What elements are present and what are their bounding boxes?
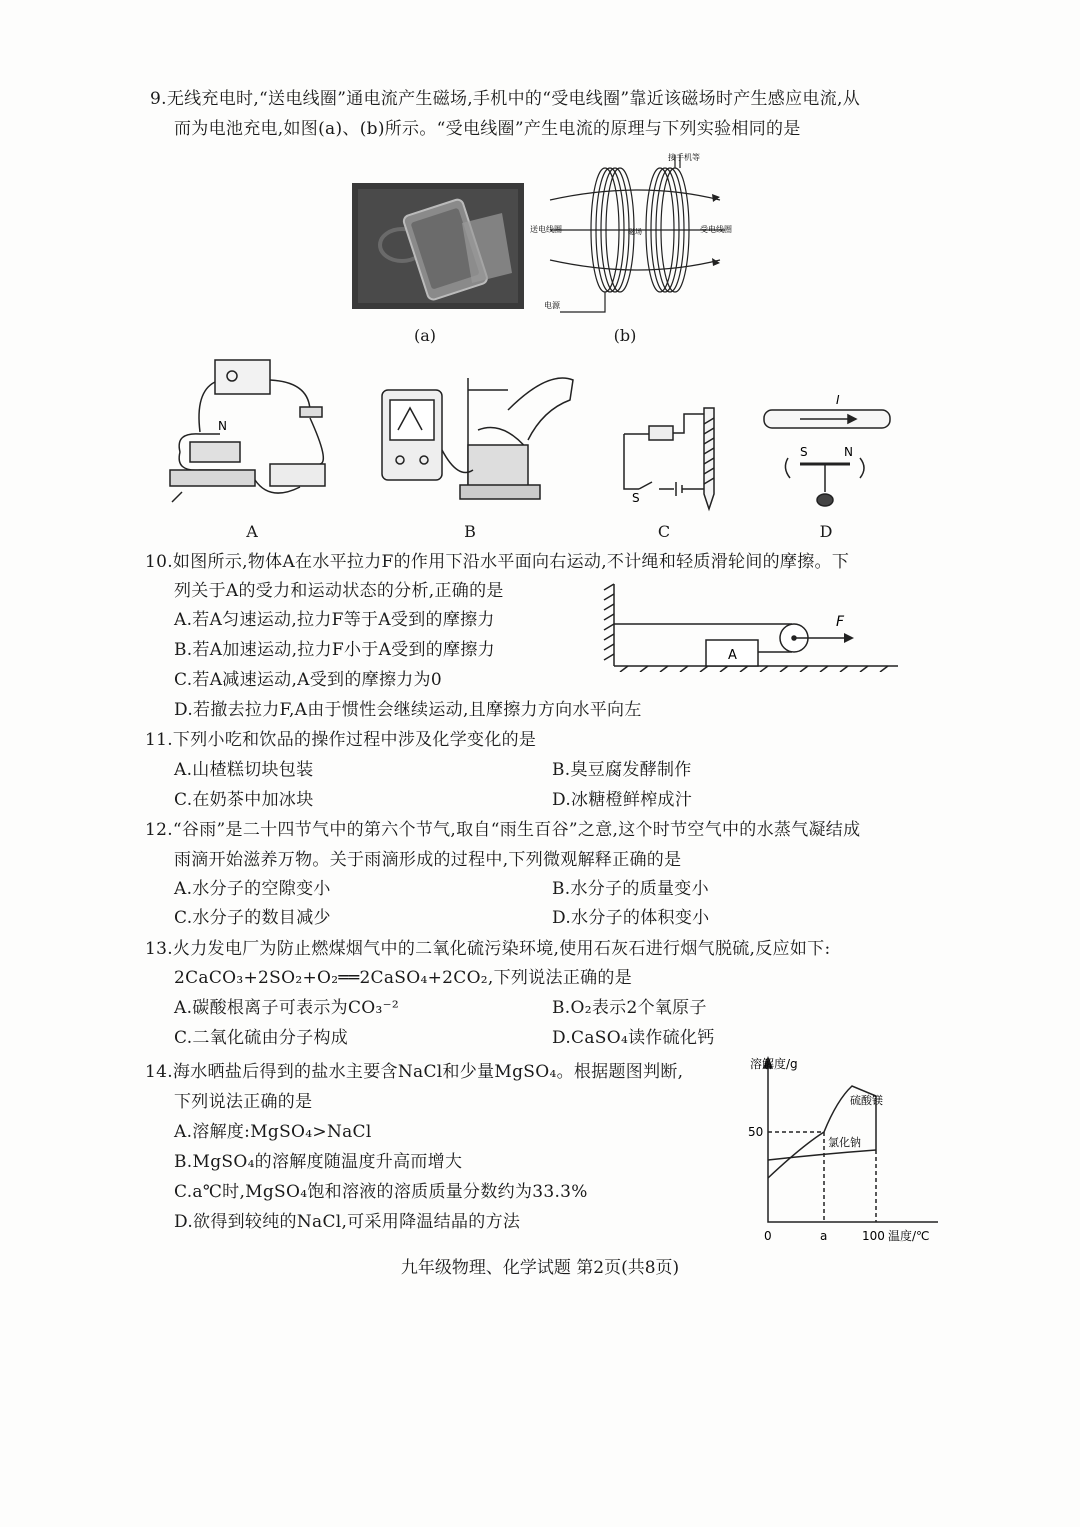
q9-figure-b-caption: (b) bbox=[613, 326, 637, 345]
fig-c-switch-label: S bbox=[632, 491, 640, 505]
q12-option-b: B.水分子的质量变小 bbox=[552, 879, 709, 899]
q9-stem-line1: 9.无线充电时,“送电线圈”通电流产生磁场,手机中的“受电线圈”靠近该磁场时产生感应电流,从 bbox=[150, 89, 860, 109]
fig-b-label-mid: 磁场 bbox=[628, 228, 642, 236]
fig-d-south: S bbox=[800, 445, 808, 459]
q9-stem-line2: 而为电池充电,如图(a)、(b)所示。“受电线圈”产生电流的原理与下列实验相同的是 bbox=[174, 119, 801, 139]
q13-option-c: C.二氧化硫由分子构成 bbox=[174, 1028, 349, 1048]
q9-figure-a-photo bbox=[352, 183, 524, 309]
q13-option-a: A.碳酸根离子可表示为CO₃⁻² bbox=[174, 998, 400, 1018]
graph-x-tick-0: 0 bbox=[764, 1229, 772, 1243]
fig-a-magnet-pole: N bbox=[218, 419, 227, 433]
q11-option-c: C.在奶茶中加冰块 bbox=[174, 790, 314, 810]
fig-b-label-source: 电源 bbox=[544, 301, 560, 310]
q9-option-c-figure bbox=[604, 404, 724, 514]
q14-option-a: A.溶解度:MgSO₄>NaCl bbox=[174, 1122, 372, 1142]
graph-x-tick-a: a bbox=[820, 1229, 828, 1243]
q14-option-c: C.a℃时,MgSO₄饱和溶液的溶质质量分数约为33.3% bbox=[174, 1182, 588, 1202]
fig-d-current: I bbox=[836, 393, 840, 407]
q12-option-a: A.水分子的空隙变小 bbox=[174, 879, 331, 899]
q10-option-a: A.若A匀速运动,拉力F等于A受到的摩擦力 bbox=[174, 610, 495, 630]
fig-d-north: N bbox=[844, 445, 853, 459]
q10-option-b: B.若A加速运动,拉力F小于A受到的摩擦力 bbox=[174, 640, 495, 660]
page-footer: 九年级物理、化学试题 第2页(共8页) bbox=[400, 1258, 680, 1278]
q12-stem-line2: 雨滴开始滋养万物。关于雨滴形成的过程中,下列微观解释正确的是 bbox=[174, 850, 682, 870]
fig-b-label-top: 接手机等 bbox=[668, 153, 700, 162]
q14-option-d: D.欲得到较纯的NaCl,可采用降温结晶的方法 bbox=[174, 1212, 521, 1232]
q9-option-d-label: D bbox=[819, 522, 833, 541]
q11-stem: 11.下列小吃和饮品的操作过程中涉及化学变化的是 bbox=[145, 730, 537, 750]
q9-option-b-figure bbox=[378, 370, 578, 510]
q10-option-c: C.若A减速运动,A受到的摩擦力为0 bbox=[174, 670, 442, 690]
q11-option-b: B.臭豆腐发酵制作 bbox=[552, 760, 692, 780]
graph-x-tick-100: 100 bbox=[862, 1229, 885, 1243]
q14-stem-line2: 下列说法正确的是 bbox=[174, 1092, 313, 1112]
q9-option-d-figure bbox=[760, 392, 900, 516]
q10-figure-force-label: F bbox=[836, 614, 845, 630]
q13-option-d: D.CaSO₄读作硫化钙 bbox=[552, 1028, 715, 1048]
q9-figure-b-coils bbox=[530, 150, 750, 320]
q9-option-c-label: C bbox=[657, 522, 671, 541]
q9-option-b-label: B bbox=[464, 522, 476, 541]
q13-equation-line: 2CaCO₃+2SO₂+O₂══2CaSO₄+2CO₂,下列说法正确的是 bbox=[174, 968, 633, 988]
q9-option-a-label: A bbox=[246, 522, 258, 541]
q9-figure-a-caption: (a) bbox=[413, 326, 437, 345]
q11-option-d: D.冰糖橙鲜榨成汁 bbox=[552, 790, 693, 810]
graph-series-mgso4: 硫酸镁 bbox=[850, 1094, 883, 1107]
q10-figure-block-label: A bbox=[728, 648, 737, 663]
graph-y-tick-50: 50 bbox=[748, 1125, 764, 1139]
q10-option-d: D.若撤去拉力F,A由于惯性会继续运动,且摩擦力方向水平向左 bbox=[174, 700, 642, 720]
q12-option-c: C.水分子的数目减少 bbox=[174, 908, 331, 928]
q12-option-d: D.水分子的体积变小 bbox=[552, 908, 710, 928]
graph-series-nacl: 氯化钠 bbox=[828, 1136, 861, 1149]
q11-option-a: A.山楂糕切块包装 bbox=[174, 760, 314, 780]
graph-x-axis-label: 温度/℃ bbox=[888, 1229, 930, 1243]
q14-option-b: B.MgSO₄的溶解度随温度升高而增大 bbox=[174, 1152, 463, 1172]
q13-option-b: B.O₂表示2个氧原子 bbox=[552, 998, 707, 1018]
q13-stem-line1: 13.火力发电厂为防止燃煤烟气中的二氧化硫污染环境,使用石灰石进行烟气脱硫,反应如下: bbox=[145, 939, 831, 959]
fig-b-label-send: 送电线圈 bbox=[530, 225, 562, 234]
q9-option-a-figure bbox=[160, 352, 340, 512]
q10-stem-line1: 10.如图所示,物体A在水平拉力F的作用下沿水平面向右运动,不计绳和轻质滑轮间的摩擦。下 bbox=[145, 552, 850, 572]
q14-solubility-graph bbox=[742, 1050, 950, 1246]
q12-stem-line1: 12.“谷雨”是二十四节气中的第六个节气,取自“雨生百谷”之意,这个时节空气中的水蒸气凝结成 bbox=[145, 820, 861, 840]
q14-stem-line1: 14.海水晒盐后得到的盐水主要含NaCl和少量MgSO₄。根据题图判断, bbox=[145, 1062, 684, 1082]
q10-stem-line2: 列关于A的受力和运动状态的分析,正确的是 bbox=[174, 581, 504, 601]
fig-b-label-recv: 受电线圈 bbox=[700, 225, 732, 234]
q10-figure-pulley bbox=[600, 580, 900, 672]
graph-y-axis-label: 溶解度/g bbox=[750, 1057, 798, 1071]
